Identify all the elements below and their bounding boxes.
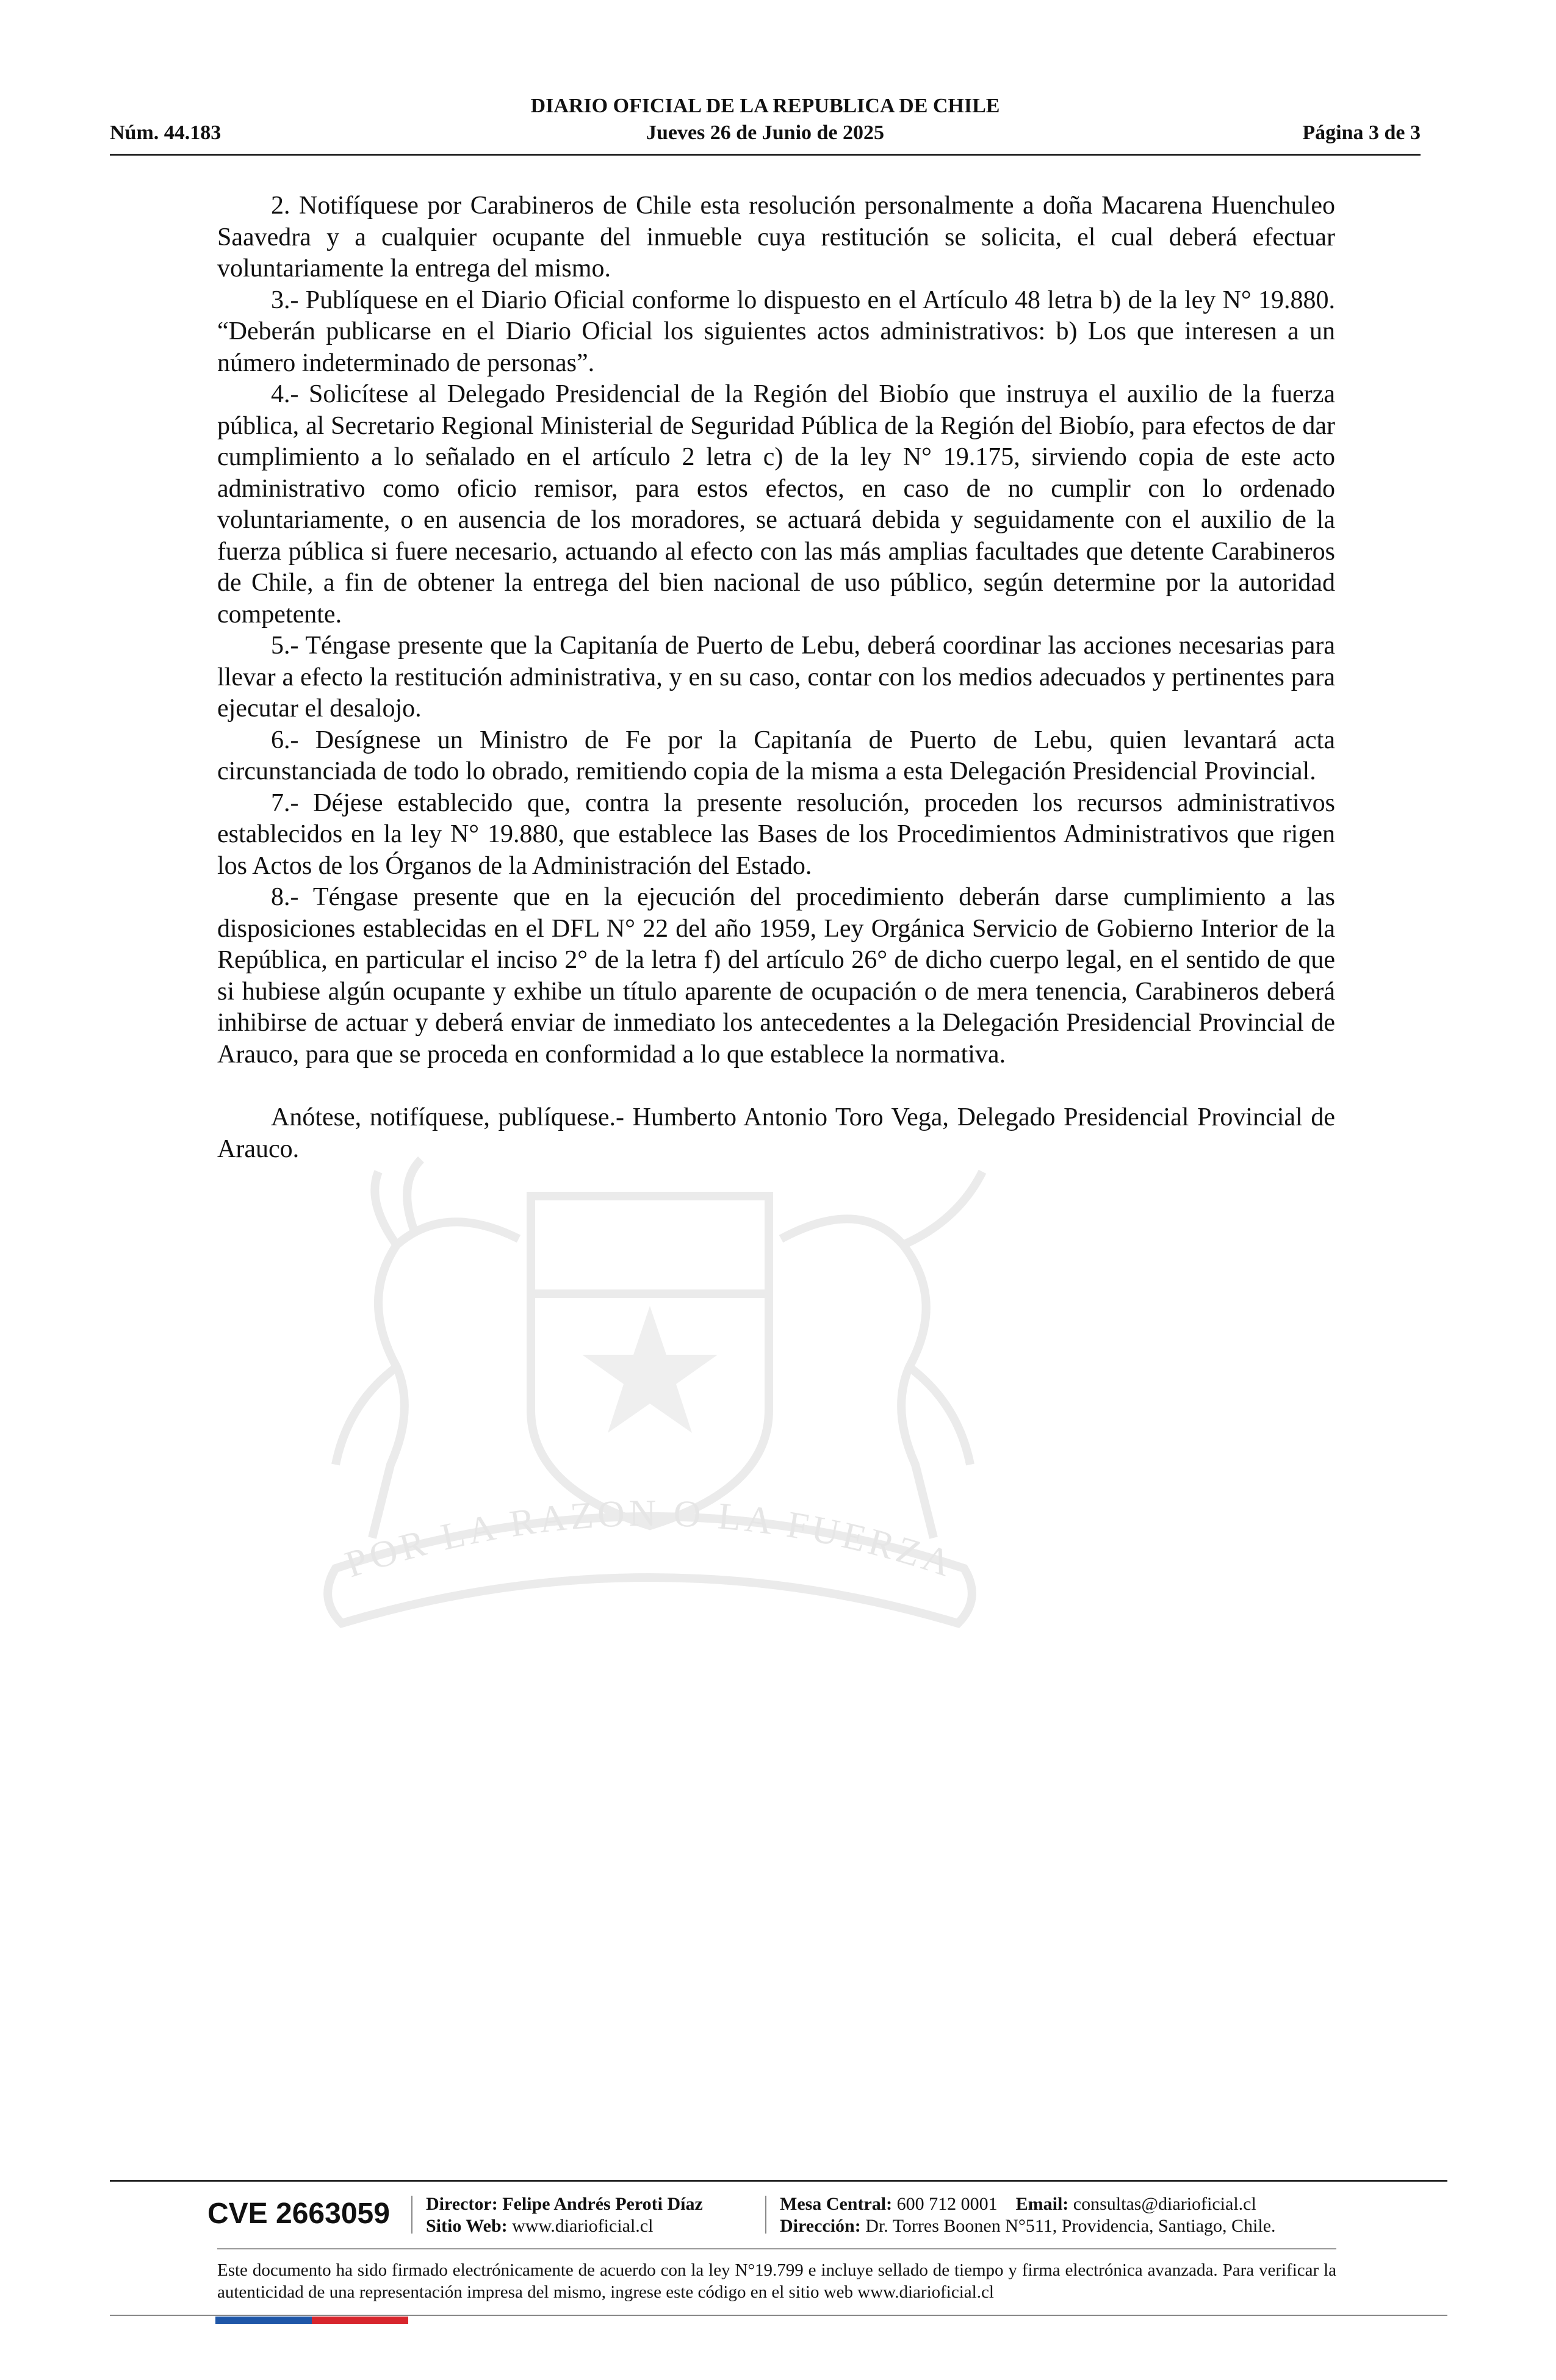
paragraph-8: 8.- Téngase presente que en la ejecución del procedimiento deberán darse cumplimiento a las disposiciones establecidas en el DFL N° 22 del año 1959, Ley Orgánica Servicio de Gobierno Interior de la República, en particular el inciso 2° de la letra f) del artículo 26° de dicho cuerpo legal, en el sentido de que si hubiese algún ocupante y exhibe un título aparente de ocupación o de mera tenencia, Carabineros deberá inhibirse de actuar y deberá enviar de inmediato los antecedentes a la Delegación Presidencial Provincial de Arauco, para que se proceda en conformidad a lo que establece la normativa. xyxy=(217,883,1335,1069)
footer-separator xyxy=(765,2196,766,2234)
closing-signature: Anótese, notifíquese, publíquese.- Humberto Antonio Toro Vega, Delegado Presidencial Provincial de Arauco. xyxy=(217,1103,1335,1163)
address-text: Dr. Torres Boonen N°511, Providencia, Santiago, Chile. xyxy=(865,2216,1276,2236)
flag-red-segment xyxy=(312,2317,408,2324)
cve-code: CVE 2663059 xyxy=(207,2198,390,2230)
director-name: Felipe Andrés Peroti Díaz xyxy=(502,2194,703,2214)
paragraph-5: 5.- Téngase presente que la Capitanía de Puerto de Lebu, deberá coordinar las acciones necesarias para llevar a efecto la restitución administrativa, y en su caso, contar con los medios adecuados y pertinentes para ejecutar el desalojo. xyxy=(217,632,1335,723)
header-divider xyxy=(110,154,1421,156)
paragraph-7: 7.- Déjese establecido que, contra la presente resolución, proceden los recursos administrativos establecidos en la ley N° 19.880, que establece las Bases de los Procedimientos Administrativos que rigen los Actos de los Órganos de la Administración del Estado. xyxy=(217,788,1335,880)
director-line xyxy=(426,2193,703,2215)
phone-number: 600 712 0001 xyxy=(896,2194,998,2214)
issue-number: Núm. 44.183 xyxy=(110,121,222,144)
director-label: Director: xyxy=(426,2194,498,2214)
footer-divider-middle xyxy=(217,2248,1336,2249)
legal-notice: Este documento ha sido firmado electrónicamente de acuerdo con la ley N°19.799 e incluye sellado de tiempo y firma electrónica avanzada. Para verificar la autenticidad de una representación impresa del mismo, ingrese este código en el sitio web www.diarioficial.cl xyxy=(217,2260,1336,2302)
footer-divider-bottom xyxy=(110,2315,1447,2316)
flag-color-bar xyxy=(215,2317,408,2324)
publication-title: DIARIO OFICIAL DE LA REPUBLICA DE CHILE xyxy=(530,95,1000,117)
issue-date: Jueves 26 de Junio de 2025 xyxy=(646,121,885,144)
svg-text:POR LA RAZON O LA FUERZA xyxy=(340,1493,959,1586)
paragraph-6: 6.- Desígnese un Ministro de Fe por la Capitanía de Puerto de Lebu, quien levantará acta circunstanciada de todo lo obrado, remitiendo copia de la misma a esta Delegación Presidencial Provincial. xyxy=(217,726,1335,785)
chilean-coat-of-arms-icon xyxy=(214,1147,1086,1666)
document-body xyxy=(217,190,1335,1165)
page-header xyxy=(110,93,1421,159)
website-label: Sitio Web: xyxy=(426,2216,508,2236)
paragraph-3: 3.- Publíquese en el Diario Oficial conforme lo dispuesto en el Artículo 48 letra b) de la ley N° 19.880. “Deberán publicarse en el Diario Oficial los siguientes actos administrativos: b) Los que interesen a un número indeterminado de personas”. xyxy=(217,286,1335,377)
address-line xyxy=(780,2215,1276,2237)
email-link[interactable]: consultas@diarioficial.cl xyxy=(1073,2194,1256,2214)
phone-label: Mesa Central: xyxy=(780,2194,893,2214)
flag-blue-segment xyxy=(215,2317,312,2324)
email-label: Email: xyxy=(1015,2194,1069,2214)
contact-line xyxy=(780,2193,1256,2215)
website-line xyxy=(426,2215,653,2237)
paragraph-2: 2. Notifíquese por Carabineros de Chile esta resolución personalmente a doña Macarena Huenchuleo Saavedra y a cualquier ocupante del inmueble cuya restitución se solicita, el cual deberá efectuar voluntariamente la entrega del mismo. xyxy=(217,192,1335,283)
footer-separator xyxy=(411,2196,412,2234)
paragraph-4: 4.- Solicítese al Delegado Presidencial de la Región del Biobío que instruya el auxilio de la fuerza pública, al Secretario Regional Ministerial de Seguridad Pública de la Región del Biobío, para efectos de dar cumplimiento a lo señalado en el artículo 2 letra c) de la ley N° 19.175, sirviendo copia de este acto administrativo como oficio remisor, para estos efectos, en caso de no cumplir con lo ordenado voluntariamente, o en ausencia de los moradores, se actuará debida y seguidamente con el auxilio de la fuerza pública si fuere necesario, actuando al efecto con las más amplias facultades que detente Carabineros de Chile, a fin de obtener la entrega del bien nacional de uso público, según determine por la autoridad competente. xyxy=(217,380,1335,629)
address-label: Dirección: xyxy=(780,2216,861,2236)
watermark-motto: POR LA RAZON O LA FUERZA xyxy=(340,1492,960,1586)
footer-divider-top xyxy=(110,2180,1447,2182)
website-link[interactable]: www.diarioficial.cl xyxy=(512,2216,654,2236)
page-number: Página 3 de 3 xyxy=(1302,121,1421,144)
